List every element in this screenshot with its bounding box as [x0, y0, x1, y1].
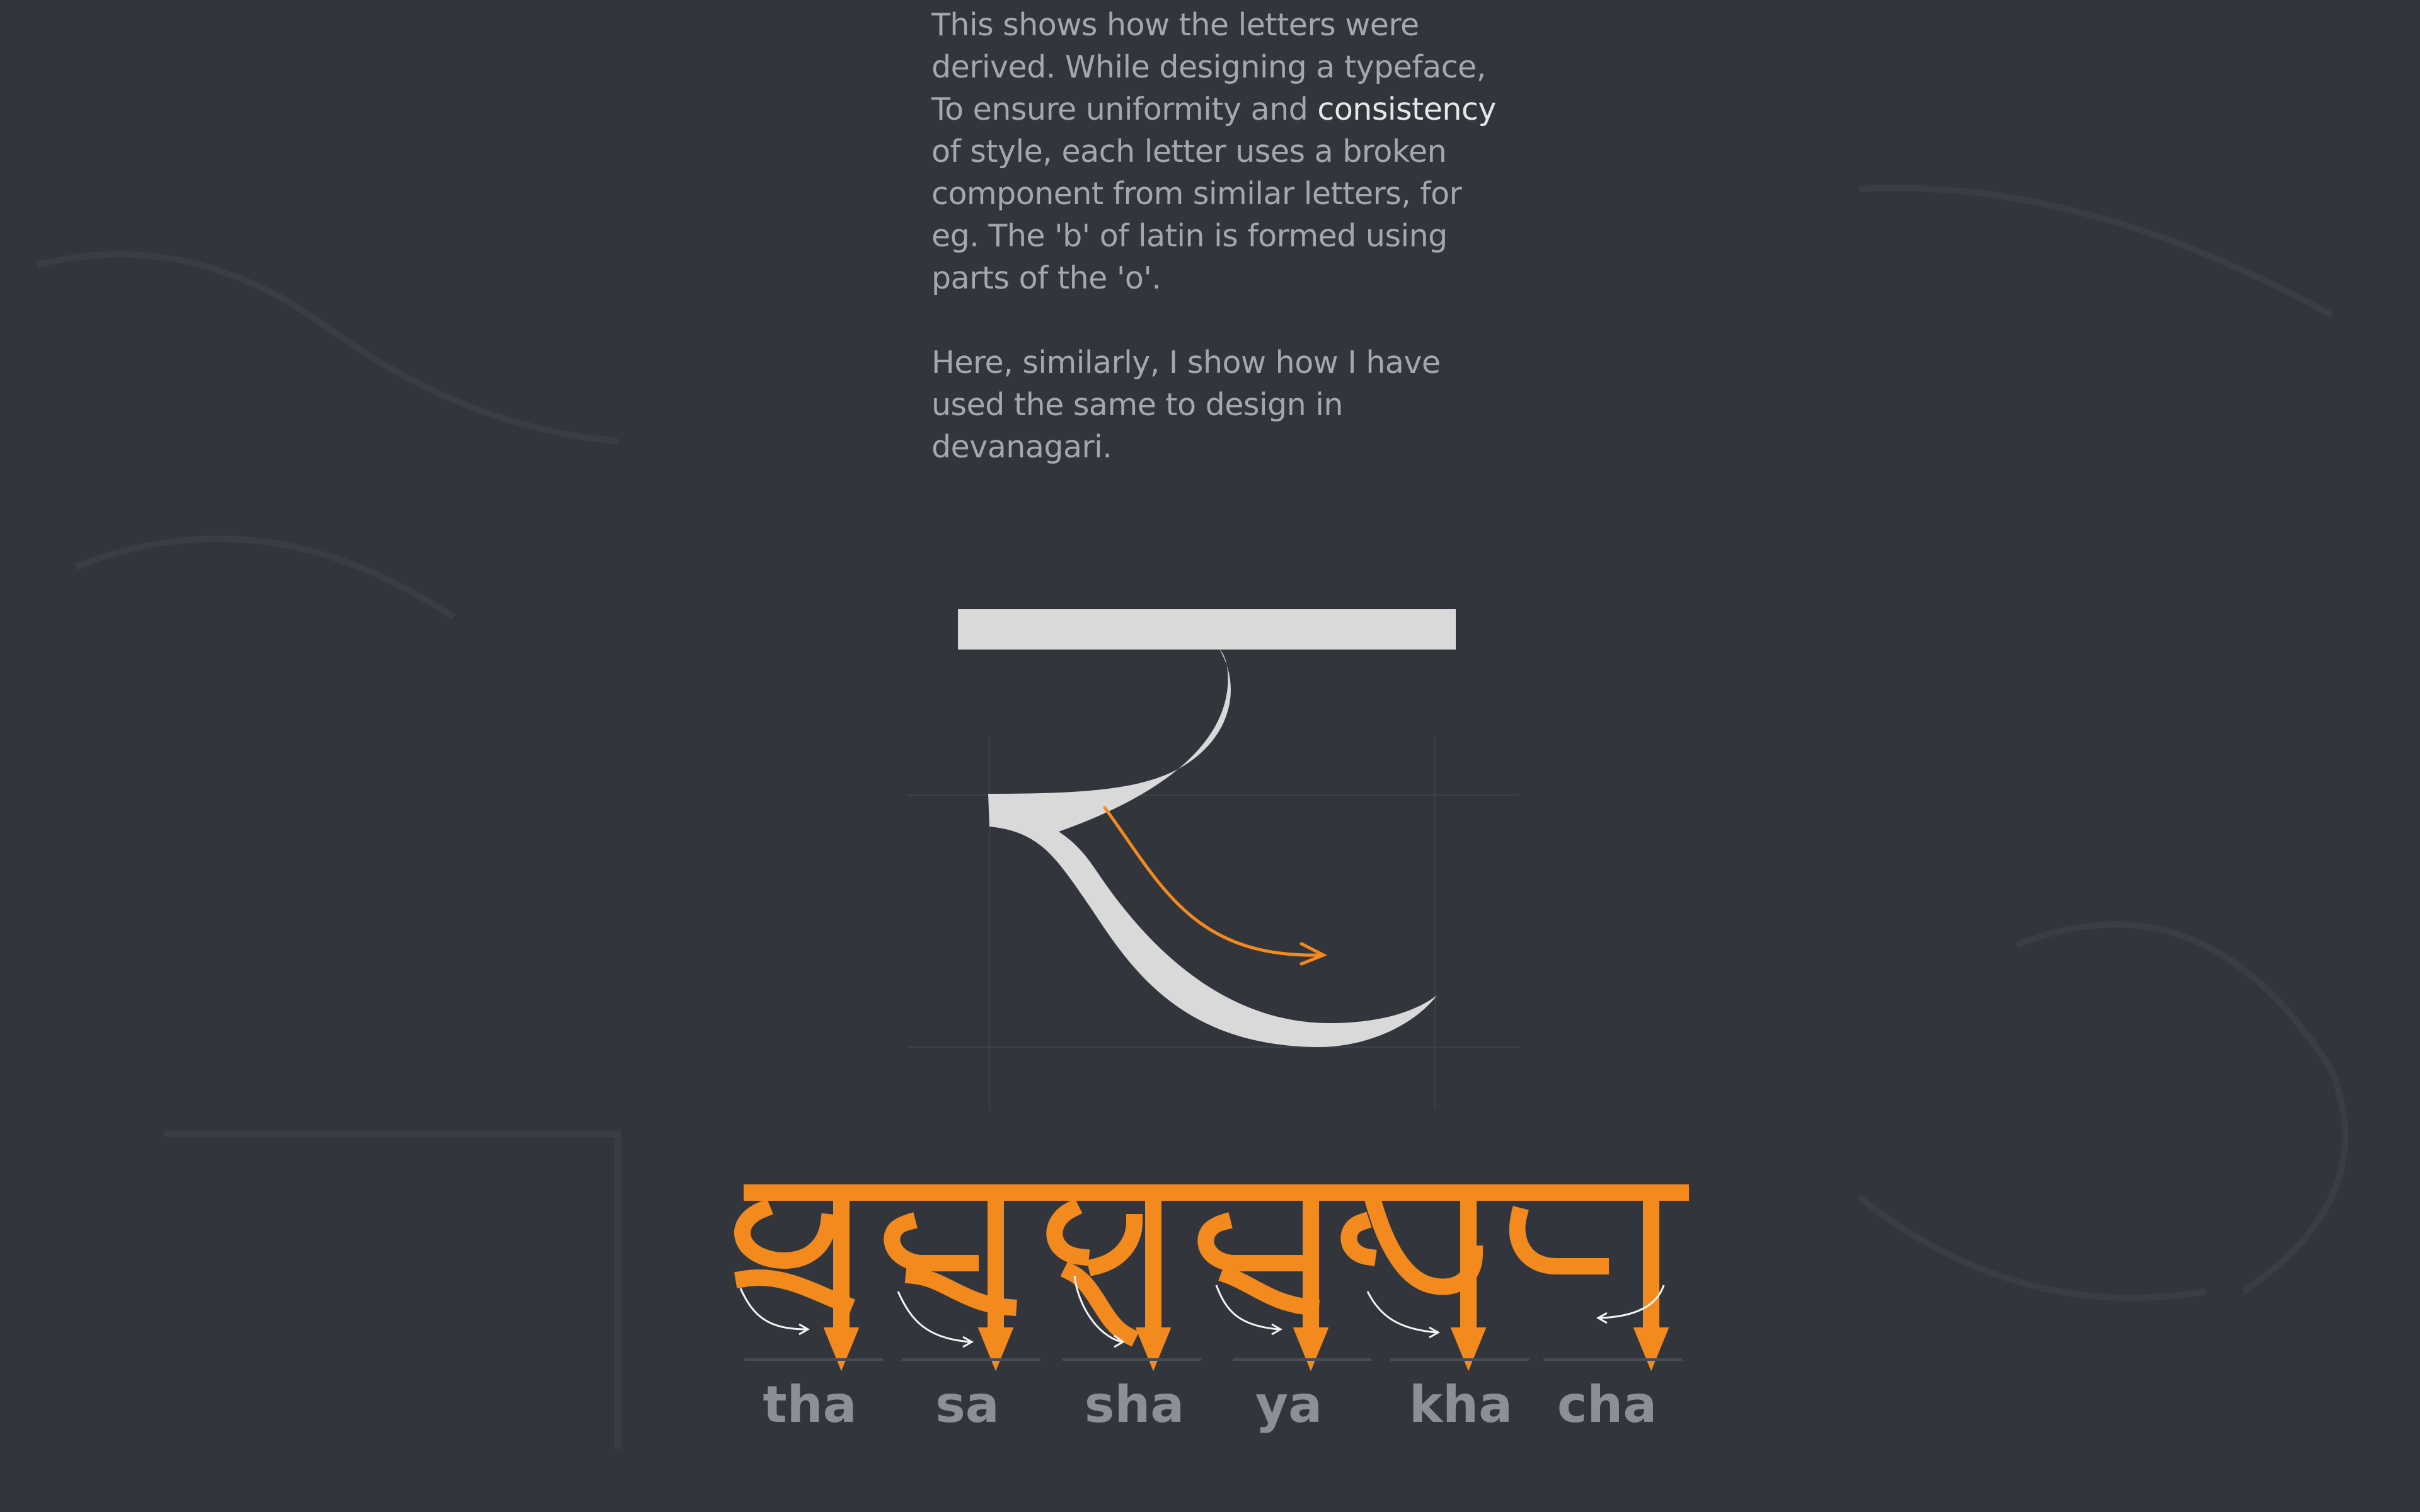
- devanagari-ra-component-glyph: [958, 609, 1456, 1047]
- letter-label-cha: cha: [1557, 1375, 1657, 1434]
- letter-sa-glyph: [892, 1191, 1008, 1349]
- letters-headline-bar: [744, 1184, 1689, 1201]
- letter-sha-glyph: [1054, 1191, 1159, 1349]
- letter-cha-glyph: [1518, 1191, 1657, 1349]
- letter-ya-glyph: [1206, 1191, 1317, 1349]
- letter-label-sa: sa: [935, 1375, 1000, 1434]
- intro-paragraph-1-end: of style, each letter uses a broken component from similar letters, for eg. The 'b' of latin is formed using parts of the 'o'.: [931, 134, 1462, 296]
- letter-label-sha: sha: [1084, 1375, 1185, 1434]
- intro-text: [931, 4, 1511, 468]
- letter-label-ya: ya: [1255, 1375, 1323, 1434]
- baseline-rule-sa: [902, 1358, 1040, 1361]
- letter-tha-arrow-icon: [740, 1288, 808, 1334]
- baseline-rule-tha: [744, 1358, 883, 1361]
- baseline-rule-kha: [1390, 1358, 1529, 1361]
- letter-label-kha: kha: [1409, 1375, 1513, 1434]
- letter-kha-glyph: [1349, 1191, 1475, 1349]
- intro-highlight-word: consistency: [1317, 91, 1496, 127]
- hero-glyph-figure: [895, 592, 1525, 1121]
- letter-label-tha: tha: [763, 1375, 857, 1434]
- intro-paragraph-2: Here, similarly, I show how I have used the same to design in devanagari.: [931, 345, 1441, 465]
- baseline-rule-ya: [1233, 1358, 1371, 1361]
- baseline-rule-sha: [1063, 1358, 1201, 1361]
- intro-paragraph-1-start: This shows how the letters were derived. While designing a typeface, To ensure uniformity and: [931, 7, 1486, 127]
- intro-paragraph-1: [931, 4, 1511, 299]
- letter-tha-glyph: [742, 1191, 847, 1349]
- construction-guides: [908, 737, 1519, 1109]
- baseline-rule-cha: [1543, 1358, 1682, 1361]
- letter-kha-arrow-icon: [1368, 1292, 1438, 1337]
